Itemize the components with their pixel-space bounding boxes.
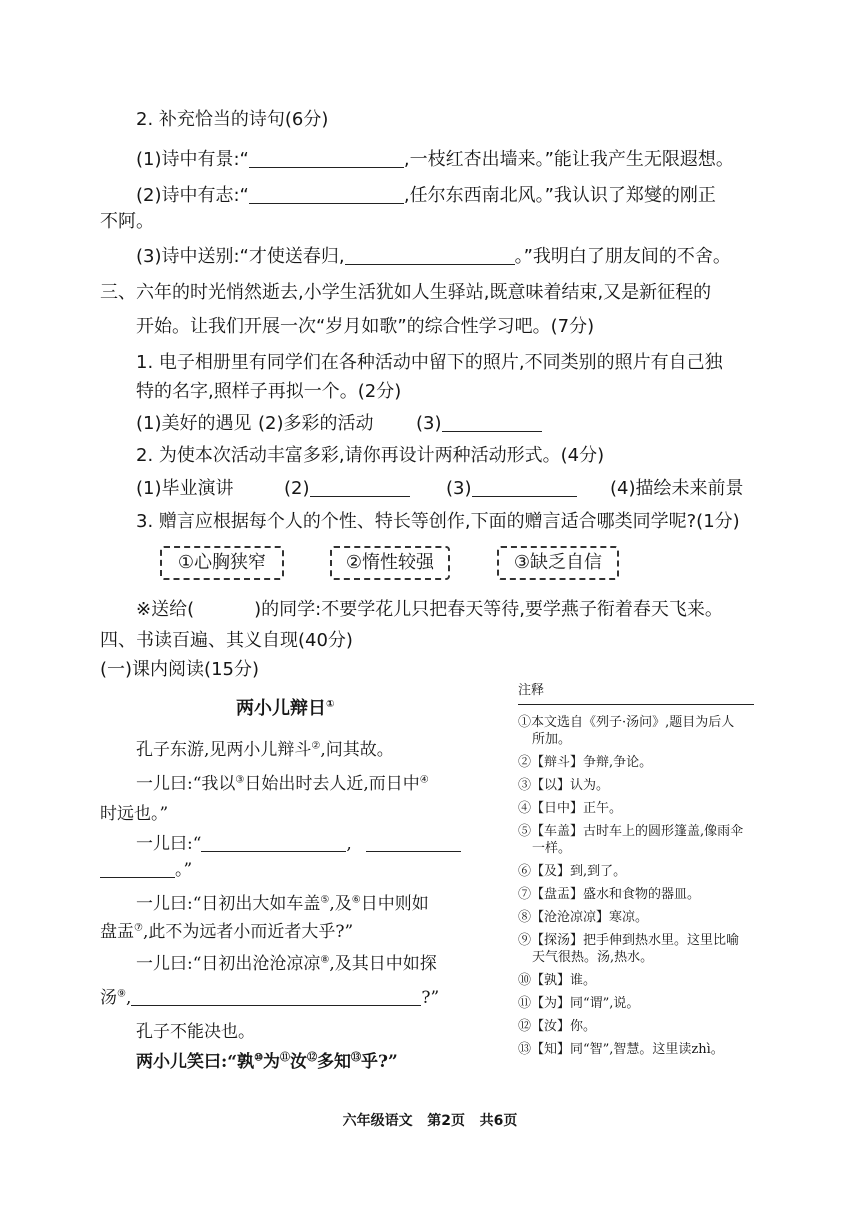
- answer-blank[interactable]: [472, 478, 577, 497]
- footnote-marker: ⑧: [320, 954, 330, 966]
- passage-text: ,: [346, 834, 352, 854]
- passage-line-4: [136, 892, 429, 916]
- note-item: ④【日中】正午。: [518, 801, 623, 816]
- passage-line-1: [136, 738, 394, 762]
- answer-blank[interactable]: [249, 185, 404, 204]
- passage-title: [236, 694, 334, 720]
- passage-text: 为: [263, 1052, 281, 1072]
- notes-list: [518, 714, 743, 1058]
- passage-line-7: [136, 1050, 398, 1074]
- passage-text: 多知: [317, 1052, 352, 1072]
- gift-sentence-suffix: )的同学:不要学花儿只把春天等待,要学燕子衔着春天飞来。: [254, 599, 723, 620]
- answer-blank[interactable]: [249, 149, 404, 168]
- question-2-option-2-label: (2): [284, 478, 310, 499]
- passage-text: 日始出时去人近,而日中: [244, 774, 420, 794]
- note-item: 天气很热。汤,热水。: [532, 950, 654, 965]
- footnote-marker: ⑪: [280, 1052, 291, 1064]
- passage-text: ?”: [421, 988, 440, 1008]
- choice-box-2: ②惰性较强: [330, 546, 450, 580]
- question-2-option-2: [284, 477, 410, 501]
- answer-blank[interactable]: [366, 833, 461, 852]
- question-1-option-2: (2)多彩的活动: [258, 413, 374, 434]
- footnote-marker: ③: [235, 774, 245, 786]
- passage-text: 一儿曰:“日初出沧沧凉凉: [136, 954, 321, 974]
- passage-text: 汝: [290, 1052, 308, 1072]
- question-2-option-3-label: (3): [446, 478, 472, 499]
- note-item: ⑩【孰】谁。: [518, 973, 597, 988]
- question-1-option-3: [416, 412, 542, 436]
- question-1-option-1: (1)美好的遇见: [136, 413, 252, 434]
- note-item: ⑤【车盖】古时车上的圆形篷盖,像雨伞: [518, 824, 744, 839]
- passage-line-3: [136, 832, 461, 856]
- choice-box-3: ③缺乏自信: [497, 546, 619, 580]
- poem-line-3-suffix: 。”我明白了朋友间的不舍。: [514, 246, 731, 267]
- passage-text: 汤: [100, 988, 117, 1008]
- answer-blank[interactable]: [201, 833, 346, 852]
- footnote-marker: ④: [419, 774, 429, 786]
- passage-line-3-cont: [100, 858, 192, 882]
- gift-sentence-prefix: ※送给(: [136, 599, 195, 620]
- poem-line-3-prefix: (3)诗中送别:“才使送春归,: [136, 246, 345, 267]
- note-item: ⑨【探汤】把手伸到热水里。这里比喻: [518, 933, 740, 948]
- question-2-option-3: [446, 477, 577, 501]
- note-item: ⑥【及】到,到了。: [518, 864, 627, 879]
- passage-text: 乎?”: [361, 1052, 398, 1072]
- passage-text: ,此不为远者小而近者大乎?”: [142, 922, 354, 942]
- note-item: ②【辩斗】争辩,争论。: [518, 755, 653, 770]
- poem-line-2-cont: 不阿。: [100, 211, 154, 232]
- question-3: 3. 赠言应根据每个人的个性、特长等创作,下面的赠言适合哪类同学呢?(1分): [136, 511, 740, 532]
- footnote-marker: ①: [326, 699, 335, 710]
- note-item: ⑬【知】同“智”,智慧。这里读zhì。: [518, 1042, 724, 1057]
- footnote-marker: ⑫: [307, 1052, 318, 1064]
- passage-line-2-cont: 时远也。”: [100, 804, 169, 824]
- answer-blank[interactable]: [345, 246, 515, 265]
- answer-blank[interactable]: [442, 413, 542, 432]
- poem-line-2: [136, 184, 716, 208]
- poem-line-3: [136, 245, 731, 269]
- section-four-heading: 四、书读百遍、其义自现(40分): [100, 630, 353, 651]
- section-three-heading-cont: 开始。让我们开展一次“岁月如歌”的综合性学习吧。(7分): [136, 316, 595, 337]
- note-item: 所加。: [532, 732, 572, 747]
- page-footer: 六年级语文 第2页 共6页: [342, 1113, 518, 1129]
- notes-label: 注释: [518, 683, 545, 698]
- passage-text: 一儿曰:“日初出大如车盖: [136, 894, 321, 914]
- footnote-marker: ②: [311, 740, 321, 752]
- question-1-cont: 特的名字,照样子再拟一个。(2分): [136, 381, 402, 402]
- footnote-marker: ⑤: [320, 894, 330, 906]
- poem-line-1: [136, 148, 734, 172]
- note-item: ①本文选自《列子·汤问》,题目为后人: [518, 715, 735, 730]
- section-three-heading: 三、六年的时光悄然逝去,小学生活犹如人生驿站,既意味着结束,又是新征程的: [100, 282, 712, 303]
- poem-line-1-suffix: ,一枝红杏出墙来。”能让我产生无限遐想。: [403, 149, 734, 170]
- passage-text: ,及: [329, 894, 352, 914]
- note-item: ⑪【为】同“谓”,说。: [518, 996, 640, 1011]
- answer-blank[interactable]: [100, 859, 175, 878]
- passage-text: 两小儿笑曰:“孰: [136, 1052, 255, 1072]
- note-item: 一样。: [532, 841, 572, 856]
- notes-divider: [518, 704, 754, 705]
- passage-text: ,及其日中如探: [329, 954, 437, 974]
- note-item: ⑧【沧沧凉凉】寒凉。: [518, 910, 649, 925]
- question-2-option-1: (1)毕业演讲: [136, 478, 234, 499]
- passage-text: ,问其故。: [320, 740, 394, 760]
- answer-blank[interactable]: [310, 478, 410, 497]
- note-item: ③【以】认为。: [518, 778, 610, 793]
- passage-text: 。”: [175, 860, 193, 880]
- passage-line-4-cont: [100, 920, 353, 944]
- passage-text: 一儿曰:“: [136, 834, 202, 854]
- subsection-heading: (一)课内阅读(15分): [100, 659, 259, 680]
- footnote-marker: ⑬: [351, 1052, 362, 1064]
- passage-title-text: 两小儿辩日: [236, 698, 326, 719]
- passage-text: 孔子东游,见两小儿辩斗: [136, 740, 312, 760]
- poem-line-2-suffix: ,任尔东西南北风。”我认识了郑燮的刚正: [403, 185, 716, 206]
- poem-line-2-prefix: (2)诗中有志:“: [136, 185, 249, 206]
- note-item: ⑫【汝】你。: [518, 1019, 597, 1034]
- passage-line-5: [136, 952, 437, 976]
- question-1: 1. 电子相册里有同学们在各种活动中留下的照片,不同类别的照片有自己独: [136, 352, 723, 373]
- footnote-marker: ⑨: [117, 988, 126, 1000]
- poem-line-1-prefix: (1)诗中有景:“: [136, 149, 249, 170]
- passage-text: 日中则如: [360, 894, 429, 914]
- question-1-option-3-label: (3): [416, 413, 442, 434]
- passage-text: 一儿曰:“我以: [136, 774, 236, 794]
- footnote-marker: ⑥: [351, 894, 361, 906]
- note-item: ⑦【盘盂】盛水和食物的器皿。: [518, 887, 701, 902]
- footnote-marker: ⑩: [254, 1052, 264, 1064]
- footnote-marker: ⑦: [134, 922, 143, 934]
- question-2: 2. 为使本次活动丰富多彩,请你再设计两种活动形式。(4分): [136, 445, 605, 466]
- passage-text: ,: [125, 988, 132, 1008]
- passage-line-6: 孔子不能决也。: [136, 1022, 255, 1042]
- question-heading: 2. 补充恰当的诗句(6分): [136, 109, 329, 130]
- passage-text: 盘盂: [100, 922, 134, 942]
- answer-blank[interactable]: [131, 987, 421, 1006]
- gift-sentence: [136, 598, 723, 622]
- passage-line-5-cont: [100, 986, 439, 1010]
- question-2-option-4: (4)描绘未来前景: [610, 478, 744, 499]
- passage-line-2: [136, 772, 429, 796]
- choice-box-1: ①心胸狭窄: [160, 546, 284, 580]
